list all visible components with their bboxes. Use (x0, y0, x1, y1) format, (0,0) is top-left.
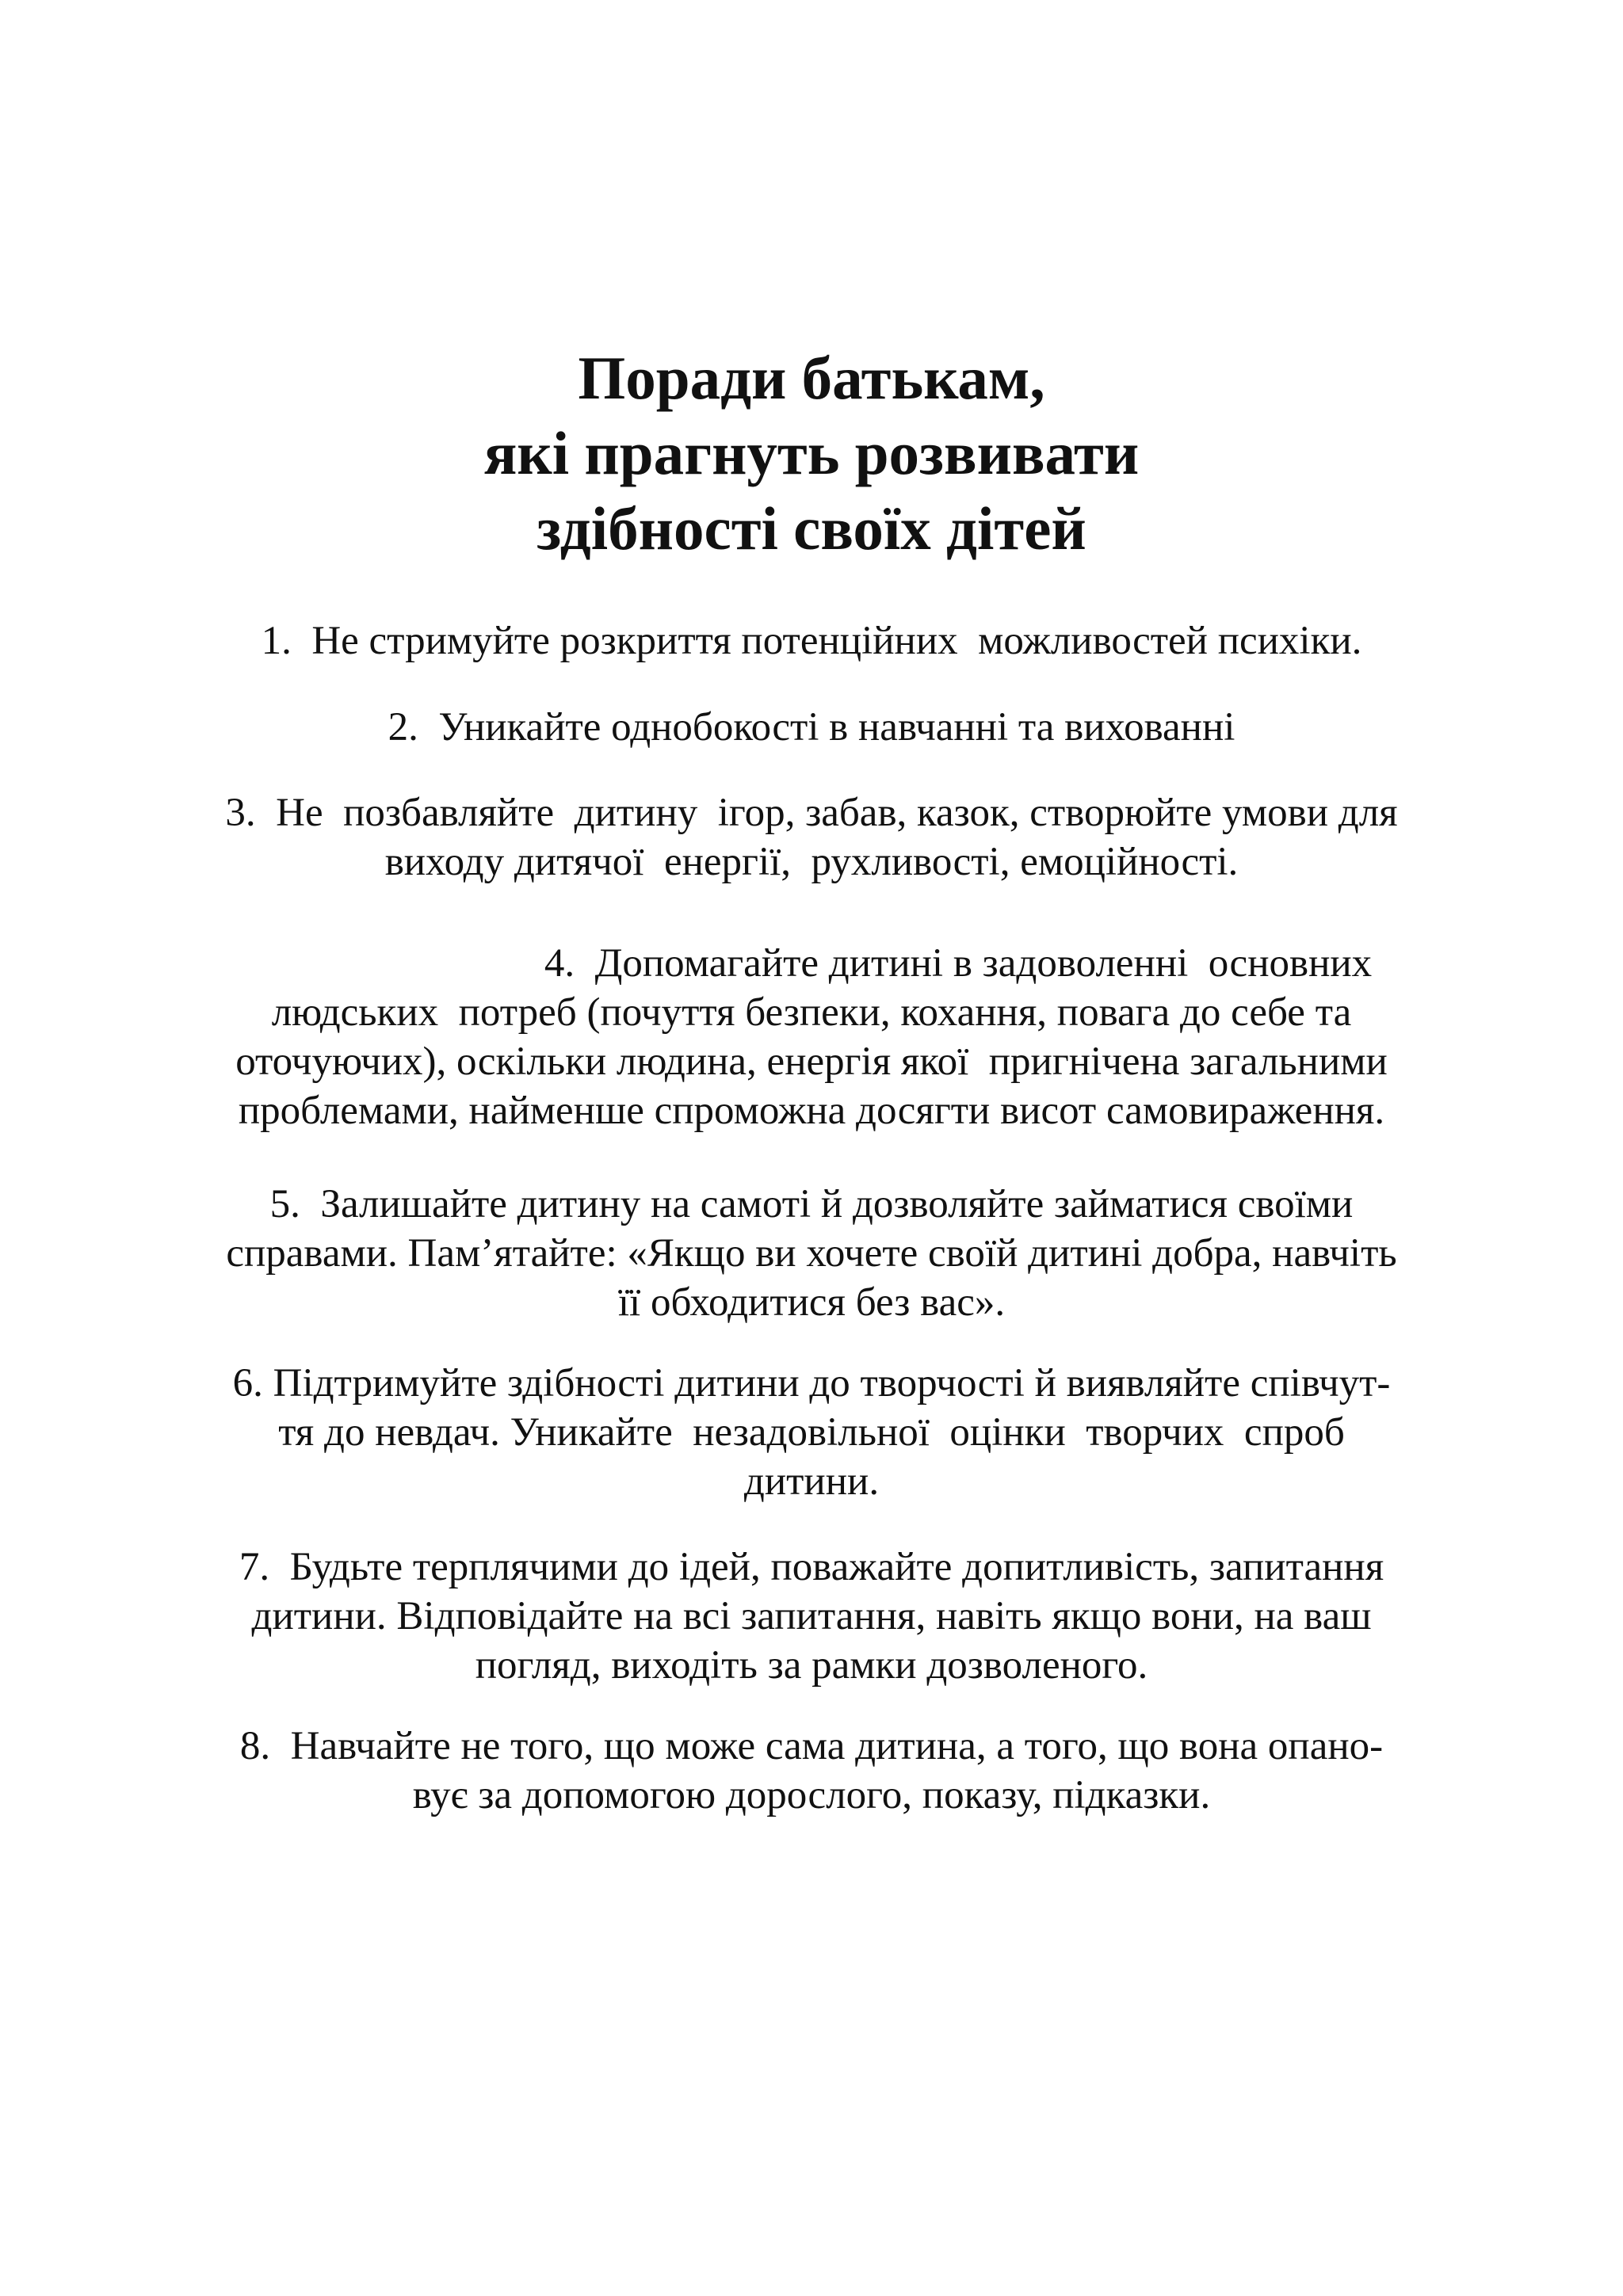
advice-line: 8. Навчайте не того, що може сама дитина, а того, що вона опано- (239, 1724, 1384, 1768)
advice-line: дитини. Відповідайте на всі запитання, навіть якщо вони, на ваш (251, 1594, 1372, 1638)
advice-line: виходу дитячої енергії, рухливості, емоційності. (384, 840, 1239, 884)
advice-line: 6. Підтримуйте здібності дитини до творчості й виявляйте співчут- (232, 1361, 1391, 1405)
advice-item-2 (0, 703, 1623, 752)
page-title (0, 341, 1623, 566)
advice-line: справами. Пам’ятайте: «Якщо ви хочете своїй дитині добра, навчіть (226, 1231, 1397, 1276)
title-line: здібності своїх дітей (537, 494, 1086, 563)
advice-line: її обходитися без вас». (617, 1280, 1006, 1325)
advice-item-1 (0, 616, 1623, 666)
advice-line: людських потреб (почуття безпеки, кохання, повага до себе та (271, 990, 1352, 1035)
advice-item-7 (0, 1543, 1623, 1690)
advice-line: 1. Не стримуйте розкриття потенційних можливостей психіки. (261, 619, 1362, 663)
advice-line: вує за допомогою дорослого, показу, підказки. (412, 1773, 1211, 1817)
advice-line: проблемами, найменше спроможна досягти висот самовираження. (238, 1089, 1385, 1133)
title-line: які прагнуть розвивати (483, 419, 1140, 487)
advice-line: дитини. (743, 1459, 880, 1504)
advice-item-3 (0, 788, 1623, 887)
advice-line: 4. Допомагайте дитині в задоволенні основних (544, 941, 1373, 986)
advice-line: тя до невдач. Уникайте незадовільної оцінки творчих спроб (278, 1410, 1345, 1455)
advice-line: 2. Уникайте однобокості в навчанні та вихованні (388, 705, 1235, 749)
title-line: Поради батькам, (578, 344, 1045, 412)
advice-item-5 (0, 1180, 1623, 1327)
advice-item-6 (0, 1359, 1623, 1506)
advice-line: 7. Будьте терплячими до ідей, поважайте допитливість, запитання (239, 1545, 1384, 1589)
advice-item-4 (0, 939, 1623, 1135)
advice-line: оточуючих), оскільки людина, енергія якої пригнічена загальними (235, 1039, 1388, 1084)
advice-item-8 (0, 1722, 1623, 1820)
advice-line: погляд, виходіть за рамки дозволеного. (475, 1643, 1148, 1688)
advice-line: 5. Залишайте дитину на самоті й дозволяйте займатися своїми (269, 1182, 1354, 1226)
advice-line: 3. Не позбавляйте дитину ігор, забав, казок, створюйте умови для (225, 791, 1398, 835)
